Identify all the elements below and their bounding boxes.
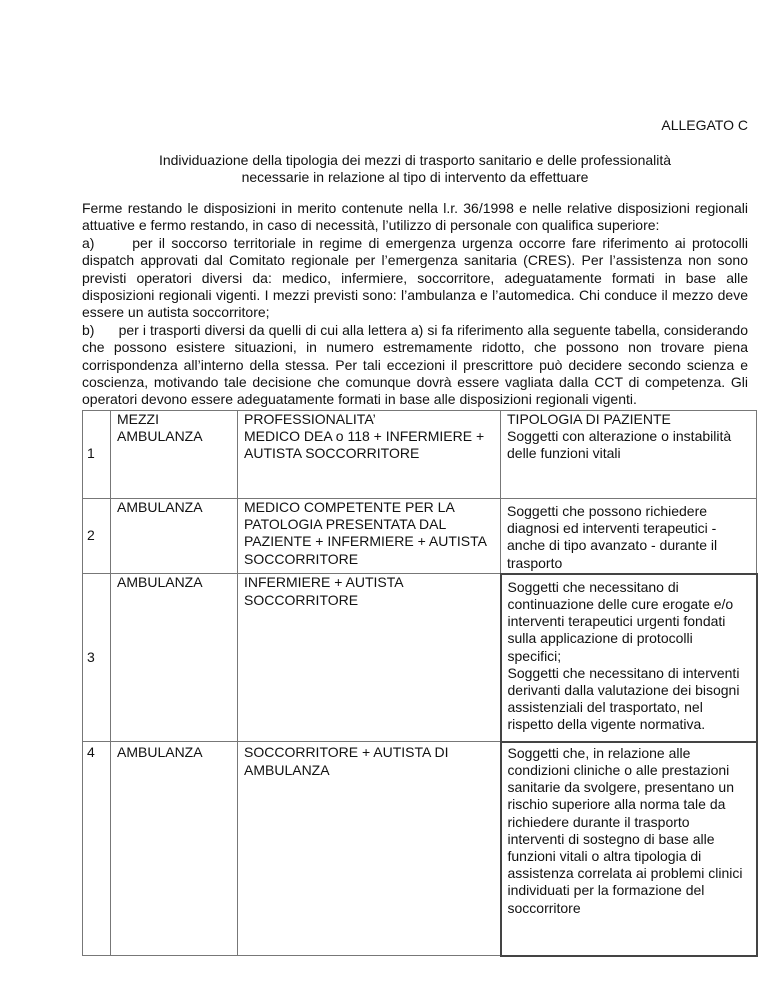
- tipologia-cell: [501, 574, 757, 742]
- paragraph-intro: Ferme restando le disposizioni in merito contenute nella l.r. 36/1998 e nelle relative disposizioni regionali attuative e fermo restando, in caso di necessità, l’utilizzo di personale con qualifica superiore:: [82, 200, 748, 234]
- paragraph-a: a) per il soccorso territoriale in regime di emergenza urgenza occorre fare riferimento ai protocolli dispatch approvati dal Comitato regionale per l’emergenza sanitaria (CRES). Per l’assistenza non sono previsti operatori diversi da: medico, infermiere, soccorritore, adeguatamente formati in base alle disposizioni regionali vigenti. I mezzi previsti sono: l’ambulanza e l’automedica. Chi conduce il mezzo deve essere un autista soccorritore;: [82, 234, 748, 321]
- row-number: 4: [83, 742, 111, 956]
- header-mezzi: MEZZI: [117, 411, 159, 427]
- tipologia-value: Soggetti con alterazione o instabilità delle funzioni vitali: [507, 428, 732, 462]
- row-number: 2: [83, 499, 111, 574]
- transport-table: [82, 410, 758, 957]
- annex-heading: ALLEGATO C: [661, 117, 748, 133]
- mezzo-cell: AMBULANZA: [111, 574, 238, 742]
- table-row: [83, 411, 757, 499]
- table-row: [83, 499, 757, 574]
- mezzo-cell: [111, 411, 238, 499]
- header-professionalita: PROFESSIONALITA’: [244, 411, 376, 427]
- professionalita-cell: [238, 411, 501, 499]
- professionalita-value: MEDICO DEA o 118 + INFERMIERE + AUTISTA SOCCORRITORE: [244, 428, 485, 462]
- row-number: 3: [83, 574, 111, 742]
- table-row: [83, 742, 757, 956]
- table-row: [83, 574, 757, 742]
- title-line: Individuazione della tipologia dei mezzi di trasporto sanitario e delle professionalità: [158, 152, 672, 168]
- tipologia-cell: Soggetti che possono richiedere diagnosi ed interventi terapeutici - anche di tipo avanzato - durante il trasporto: [501, 499, 757, 574]
- paragraph-b: b) per i trasporti diversi da quelli di cui alla lettera a) si fa riferimento alla seguente tabella, considerando che possono esistere situazioni, in numero estremamente ridotto, che possono non trovare piena corrispondenza all’interno della stessa. Per tali eccezioni il prescrittore può decidere secondo scienza e coscienza, motivando tale decisione che comunque dovrà essere vagliata dalla CCT di competenza. Gli operatori devono essere adeguatamente formati in base alle disposizioni regionali vigenti.: [82, 321, 748, 408]
- professionalita-cell: MEDICO COMPETENTE PER LA PATOLOGIA PRESENTATA DAL PAZIENTE + INFERMIERE + AUTISTA SOCCORRITORE: [238, 499, 501, 574]
- header-tipologia: TIPOLOGIA DI PAZIENTE: [507, 411, 671, 427]
- title-line: necessarie in relazione al tipo di intervento da effettuare: [241, 169, 589, 186]
- tipologia-value: Soggetti che necessitano di continuazione delle cure erogate e/o interventi terapeutici urgenti fondati sulla applicazione di protocolli specifici;: [507, 578, 734, 664]
- professionalita-cell: INFERMIERE + AUTISTA SOCCORRITORE: [238, 574, 501, 742]
- tipologia-cell: Soggetti che, in relazione alle condizioni cliniche o alle prestazioni sanitarie da svolgere, presentano un rischio superiore alla norma tale da richiedere durante il trasporto interventi di sostegno di base alle funzioni vitali o altra tipologia di assistenza correlata ai problemi clinici individuati per la formazione del soccorritore: [501, 742, 757, 956]
- tipologia-value: Soggetti che necessitano di interventi derivanti dalla valutazione dei bisogni assistenziali del trasportato, nel rispetto della vigente normativa.: [507, 664, 740, 733]
- mezzo-value: AMBULANZA: [117, 428, 203, 445]
- mezzo-cell: AMBULANZA: [111, 499, 238, 574]
- tipologia-cell: [501, 411, 757, 499]
- professionalita-cell: SOCCORRITORE + AUTISTA DI AMBULANZA: [238, 742, 501, 956]
- row-number: 1: [83, 411, 111, 499]
- document-title: [82, 152, 748, 187]
- body-text: [82, 200, 748, 409]
- mezzo-cell: AMBULANZA: [111, 742, 238, 956]
